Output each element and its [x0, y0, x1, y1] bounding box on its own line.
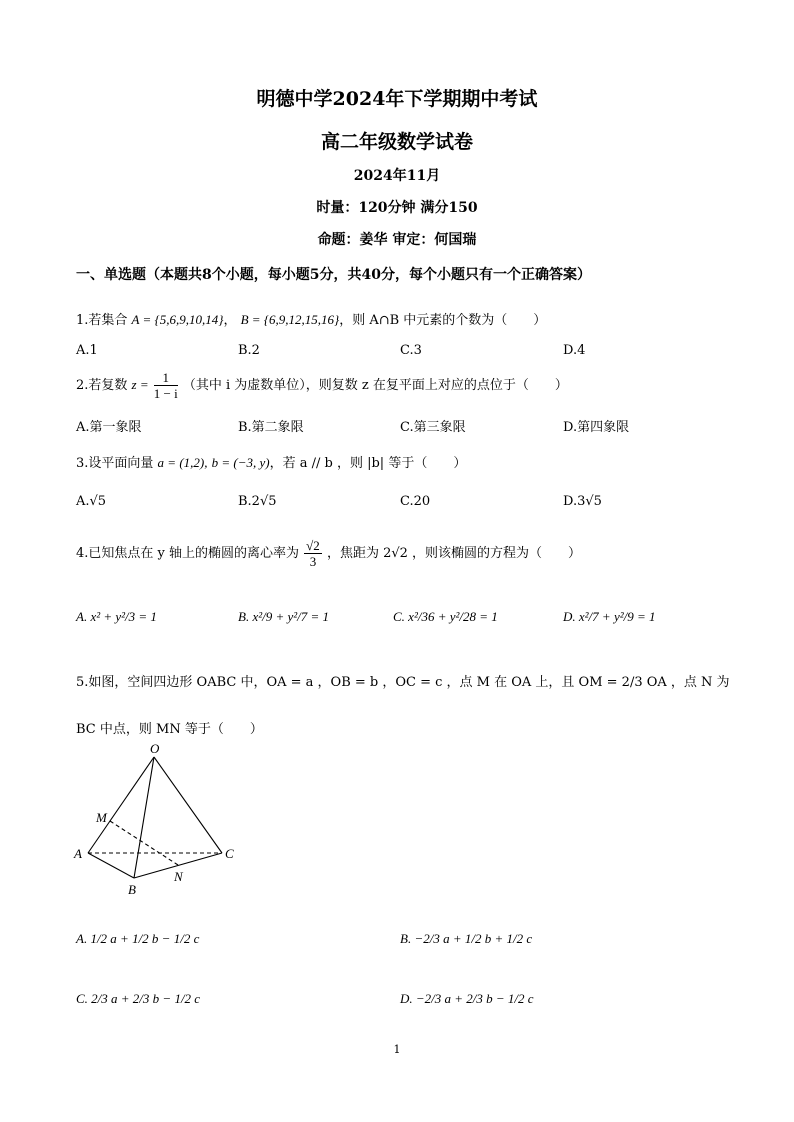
- q2-option-a: A.第一象限: [76, 420, 142, 435]
- q1-set-a: A = {5,6,9,10,14}: [131, 312, 224, 327]
- q4-option-b: B. x²/9 + y²/7 = 1: [238, 609, 330, 624]
- q3-mid: ，若 a // b ，则 |b| 等于（ ）: [269, 456, 467, 471]
- section-heading: 一、单选题（本题共8个小题，每小题5分，共40分，每个小题只有一个正确答案）: [76, 267, 591, 283]
- label-n: N: [174, 869, 183, 884]
- q4-mid: ，焦距为 2√2 ，则该椭圆的方程为（ ）: [326, 546, 582, 561]
- edge-oa: [88, 757, 154, 853]
- tetrahedron-figure: [70, 740, 250, 900]
- question-4: [76, 538, 581, 569]
- label-a: A: [74, 846, 82, 861]
- q1-option-a: A.1: [76, 343, 98, 358]
- q1-set-b: B = {6,9,12,15,16}: [240, 312, 340, 327]
- q4-eccentricity: $\frac{√2}{3}$: [306, 538, 320, 569]
- label-m: M: [96, 810, 107, 825]
- q4-option-a: A. x² + y²/3 = 1: [76, 609, 157, 624]
- q2-pre: 2.若复数: [76, 378, 128, 393]
- q4-option-d: D. x²/7 + y²/9 = 1: [563, 609, 656, 624]
- school-title: 明德中学2024年下学期期中考试: [256, 88, 538, 110]
- q2-option-b: B.第二象限: [238, 420, 304, 435]
- q2-post: （其中 i 为虚数单位），则复数 z 在复平面上对应的点位于（ ）: [182, 378, 568, 393]
- q2-fraction: $\frac{1}{1 - i}$: [153, 370, 178, 401]
- time-score: 时量：120分钟 满分150: [316, 200, 478, 216]
- q1-option-b: B.2: [238, 343, 260, 358]
- label-o: O: [150, 741, 160, 756]
- q3-option-a: A.√5: [76, 494, 107, 509]
- edge-ab: [88, 853, 134, 878]
- q3-vector-b: b = (−3, y): [211, 455, 270, 470]
- q2-option-d: D.第四象限: [563, 420, 630, 435]
- authors: 命题：姜华 审定：何国瑞: [317, 232, 477, 248]
- q1-option-c: C.3: [400, 343, 422, 358]
- edge-ob: [134, 757, 154, 878]
- q2-option-c: C.第三象限: [400, 420, 466, 435]
- question-1: 1.若集合 A = {5,6,9,10,14}， B = {6,9,12,15,16}，则 A∩B 中元素的个数为（ ）: [76, 312, 547, 328]
- q1-option-d: D.4: [563, 343, 586, 358]
- q3-option-b: B.2√5: [238, 494, 277, 509]
- edge-oc: [154, 757, 222, 853]
- q5-option-b: B. −2/3 a + 1/2 b + 1/2 c: [400, 931, 533, 946]
- q4-option-c: C. x²/36 + y²/28 = 1: [393, 609, 498, 624]
- q3-option-d: D.3√5: [563, 494, 602, 509]
- paper-title: 高二年级数学试卷: [320, 131, 473, 153]
- question-3: [76, 452, 466, 471]
- exam-date: 2024年11月: [353, 168, 441, 184]
- label-b: B: [128, 882, 136, 897]
- label-c: C: [225, 846, 234, 861]
- q3-option-c: C.20: [400, 494, 431, 509]
- q2-z: z =: [131, 377, 149, 392]
- question-5-line-1: 5.如图，空间四边形 OABC 中，OA = a ，OB = b ，OC = c ，点 M 在 OA 上，且 OM = 2/3 OA ，点 N 为: [76, 675, 730, 690]
- q4-pre: 4.已知焦点在 y 轴上的椭圆的离心率为: [76, 546, 300, 561]
- question-2: [76, 370, 568, 401]
- q1-pre: 1.若集合: [76, 313, 128, 328]
- question-5-line-2: BC 中点，则 MN 等于（ ）: [76, 722, 263, 737]
- q3-vector-a: a = (1,2),: [157, 455, 208, 470]
- q3-pre: 3.设平面向量: [76, 456, 154, 471]
- q1-post: ，则 A∩B 中元素的个数为（ ）: [339, 313, 547, 328]
- q5-option-d: D. −2/3 a + 2/3 b − 1/2 c: [400, 991, 534, 1006]
- q5-option-a: A. 1/2 a + 1/2 b − 1/2 c: [76, 931, 200, 946]
- segment-mn: [110, 821, 178, 865]
- q5-option-c: C. 2/3 a + 2/3 b − 1/2 c: [76, 991, 201, 1006]
- page-number: 1: [393, 1043, 401, 1056]
